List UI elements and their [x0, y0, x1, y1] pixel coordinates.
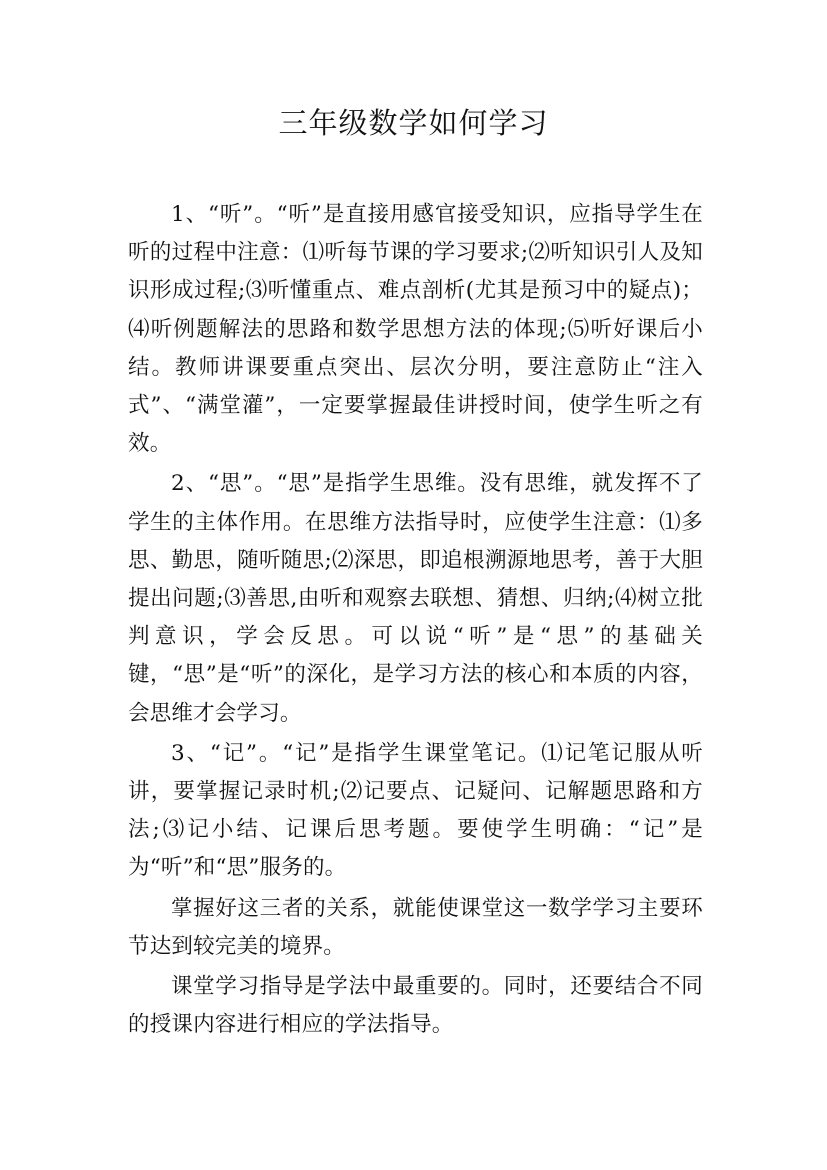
page-title: 三年级数学如何学习 — [278, 106, 549, 140]
paragraph-conclusion: 课堂学习指导是学法中最重要的。同时，还要结合不同的授课内容进行相应的学法指导。 — [128, 974, 703, 1038]
paragraph-notes: 3、“记”。“记”是指学生课堂笔记。⑴记笔记服从听讲，要掌握记录时机;⑵记要点、记疑问、记解题思路和方法;⑶记小结、记课后思考题。要使学生明确：“记”是为“听”和“思”服务的。 — [128, 740, 703, 881]
document-body — [128, 196, 703, 1044]
paragraph-think: 2、“思”。“思”是指学生思维。没有思维，就发挥不了学生的主体作用。在思维方法指导时，应使学生注意：⑴多思、勤思，随听随思;⑵深思，即追根溯源地思考，善于大胆提出问题;⑶善思,由听和观察去联想、猜想、归纳;⑷树立批判意识，学会反思。可以说“听”是“思”的基础关键，“思”是“听”的深化，是学习方法的核心和本质的内容，会思维才会学习。 — [128, 471, 703, 726]
paragraph-relationship: 掌握好这三者的关系，就能使课堂这一数学学习主要环节达到较完美的境界。 — [128, 895, 703, 959]
paragraph-listen: 1、“听”。“听”是直接用感官接受知识，应指导学生在听的过程中注意：⑴听每节课的学习要求;⑵听知识引人及知识形成过程;⑶听懂重点、难点剖析(尤其是预习中的疑点)；⑷听例题解法的思路和数学思想方法的体现;⑸听好课后小结。教师讲课要重点突出、层次分明，要注意防止“注入式”、“满堂灌”，一定要掌握最佳讲授时间，使学生听之有效。 — [128, 202, 703, 457]
